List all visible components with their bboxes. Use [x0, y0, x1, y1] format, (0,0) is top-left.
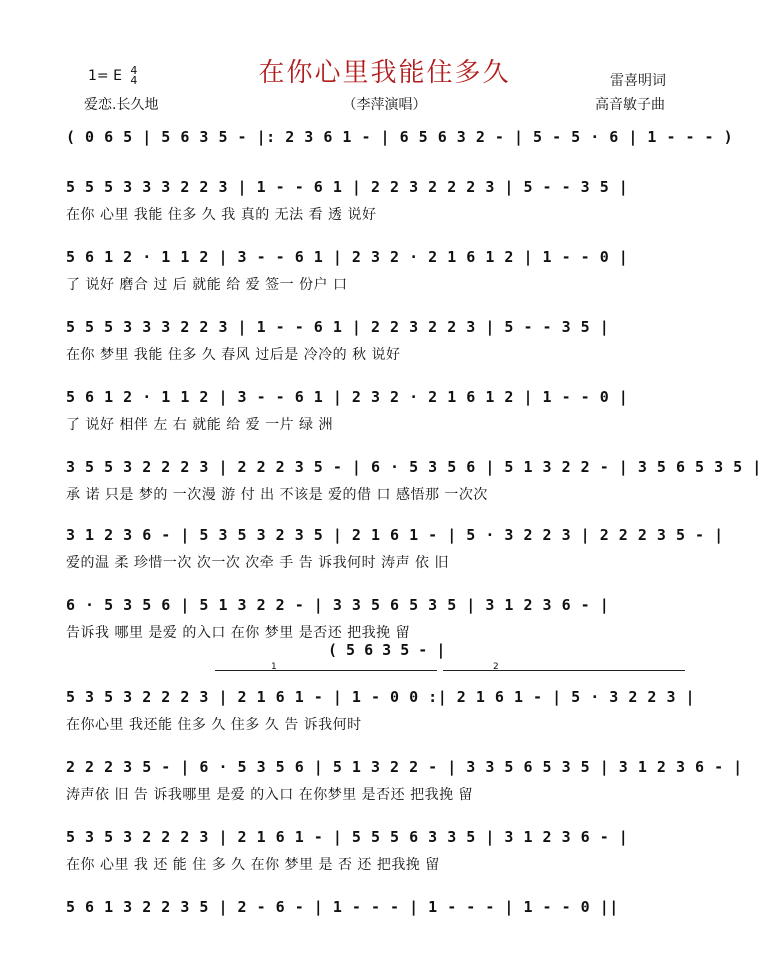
notes-line-4: 5 6 1 2 · 1 1 2 | 3 - - 6 1 | 2 3 2 · 2 1 6 1 2 | 1 - - 0 | [66, 388, 629, 406]
notes-line-2: 5 6 1 2 · 1 1 2 | 3 - - 6 1 | 2 3 2 · 2 1 6 1 2 | 1 - - 0 | [66, 248, 629, 266]
song-title: 在你心里我能住多久 [258, 58, 511, 88]
lyrics-line-3: 在你 梦里 我能 住多 久 春风 过后是 冷冷的 秋 说好 [66, 347, 401, 363]
notes-line-6: 3 1 2 3 6 - | 5 3 5 3 2 3 5 | 2 1 6 1 - | 5 · 3 2 2 3 | 2 2 2 3 5 - | [66, 526, 724, 544]
notes-line-10: 5 3 5 3 2 2 2 3 | 2 1 6 1 - | 5 5 5 6 3 3 5 | 3 1 2 3 6 - | [66, 828, 629, 846]
volta-1-number: 1 [271, 662, 277, 672]
intro-line: ( 0 6 5 | 5 6 3 5 - |: 2 3 6 1 - | 6 5 6 3 2 - | 5 - 5 · 6 | 1 - - - ) [66, 128, 734, 146]
notes-line-8: 5 3 5 3 2 2 2 3 | 2 1 6 1 - | 1 - 0 0 :| 2 1 6 1 - | 5 · 3 2 2 3 | [66, 688, 696, 706]
key-signature [88, 66, 137, 86]
notes-line-9: 2 2 2 3 5 - | 6 · 5 3 5 6 | 5 1 3 2 2 - | 3 3 5 6 5 3 5 | 3 1 2 3 6 - | [66, 758, 743, 776]
lyrics-line-6: 爱的温 柔 珍惜一次 次一次 次牵 手 告 诉我何时 涛声 依 旧 [66, 555, 450, 571]
volta-1-line [215, 670, 437, 671]
volta-2-number: 2 [493, 662, 499, 672]
notes-line-1: 5 5 5 3 3 3 2 2 3 | 1 - - 6 1 | 2 2 3 2 2 2 3 | 5 - - 3 5 | [66, 178, 629, 196]
time-signature [130, 66, 137, 86]
volta-2-line [443, 670, 685, 671]
notes-line-7: 6 · 5 3 5 6 | 5 1 3 2 2 - | 3 3 5 6 5 3 5 | 3 1 2 3 6 - | [66, 596, 610, 614]
lyrics-line-8: 在你心里 我还能 住多 久 住多 久 告 诉我何时 [66, 717, 362, 733]
volta-brackets [215, 664, 685, 684]
album-name: 爱恋.长久地 [84, 97, 159, 113]
lyricist-credit: 雷喜明词 [610, 73, 666, 89]
lyrics-line-1: 在你 心里 我能 住多 久 我 真的 无法 看 透 说好 [66, 207, 377, 223]
notes-line-3: 5 5 5 3 3 3 2 2 3 | 1 - - 6 1 | 2 2 3 2 2 3 | 5 - - 3 5 | [66, 318, 610, 336]
notes-line-5: 3 5 5 3 2 2 2 3 | 2 2 2 3 5 - | 6 · 5 3 5 6 | 5 1 3 2 2 - | 3 5 6 5 3 5 | [66, 458, 762, 476]
lyrics-line-4: 了 说好 相伴 左 右 就能 给 爱 一片 绿 洲 [66, 417, 334, 433]
key-label: 1= E [88, 68, 122, 84]
time-bottom: 4 [130, 74, 138, 87]
lyrics-line-5: 承 诺 只是 梦的 一次漫 游 付 出 不该是 爱的借 口 感悟那 一次次 [66, 487, 488, 503]
composer-credit: 高音敏子曲 [595, 97, 665, 113]
lyrics-line-7: 告诉我 哪里 是爱 的入口 在你 梦里 是否还 把我挽 留 [66, 625, 411, 641]
notes-line-11: 5 6 1 3 2 2 3 5 | 2 - 6 - | 1 - - - | 1 - - - | 1 - - 0 || [66, 898, 619, 916]
interlude-notes: ( 5 6 3 5 - | [328, 641, 446, 659]
lyrics-line-2: 了 说好 磨合 过 后 就能 给 爱 签一 份户 口 [66, 277, 348, 293]
lyrics-line-9: 涛声依 旧 告 诉我哪里 是爱 的入口 在你梦里 是否还 把我挽 留 [66, 787, 474, 803]
lyrics-line-10: 在你 心里 我 还 能 住 多 久 在你 梦里 是 否 还 把我挽 留 [66, 857, 440, 873]
time-top: 4 [130, 64, 138, 77]
singer-credit: （李萍演唱） [342, 97, 427, 113]
